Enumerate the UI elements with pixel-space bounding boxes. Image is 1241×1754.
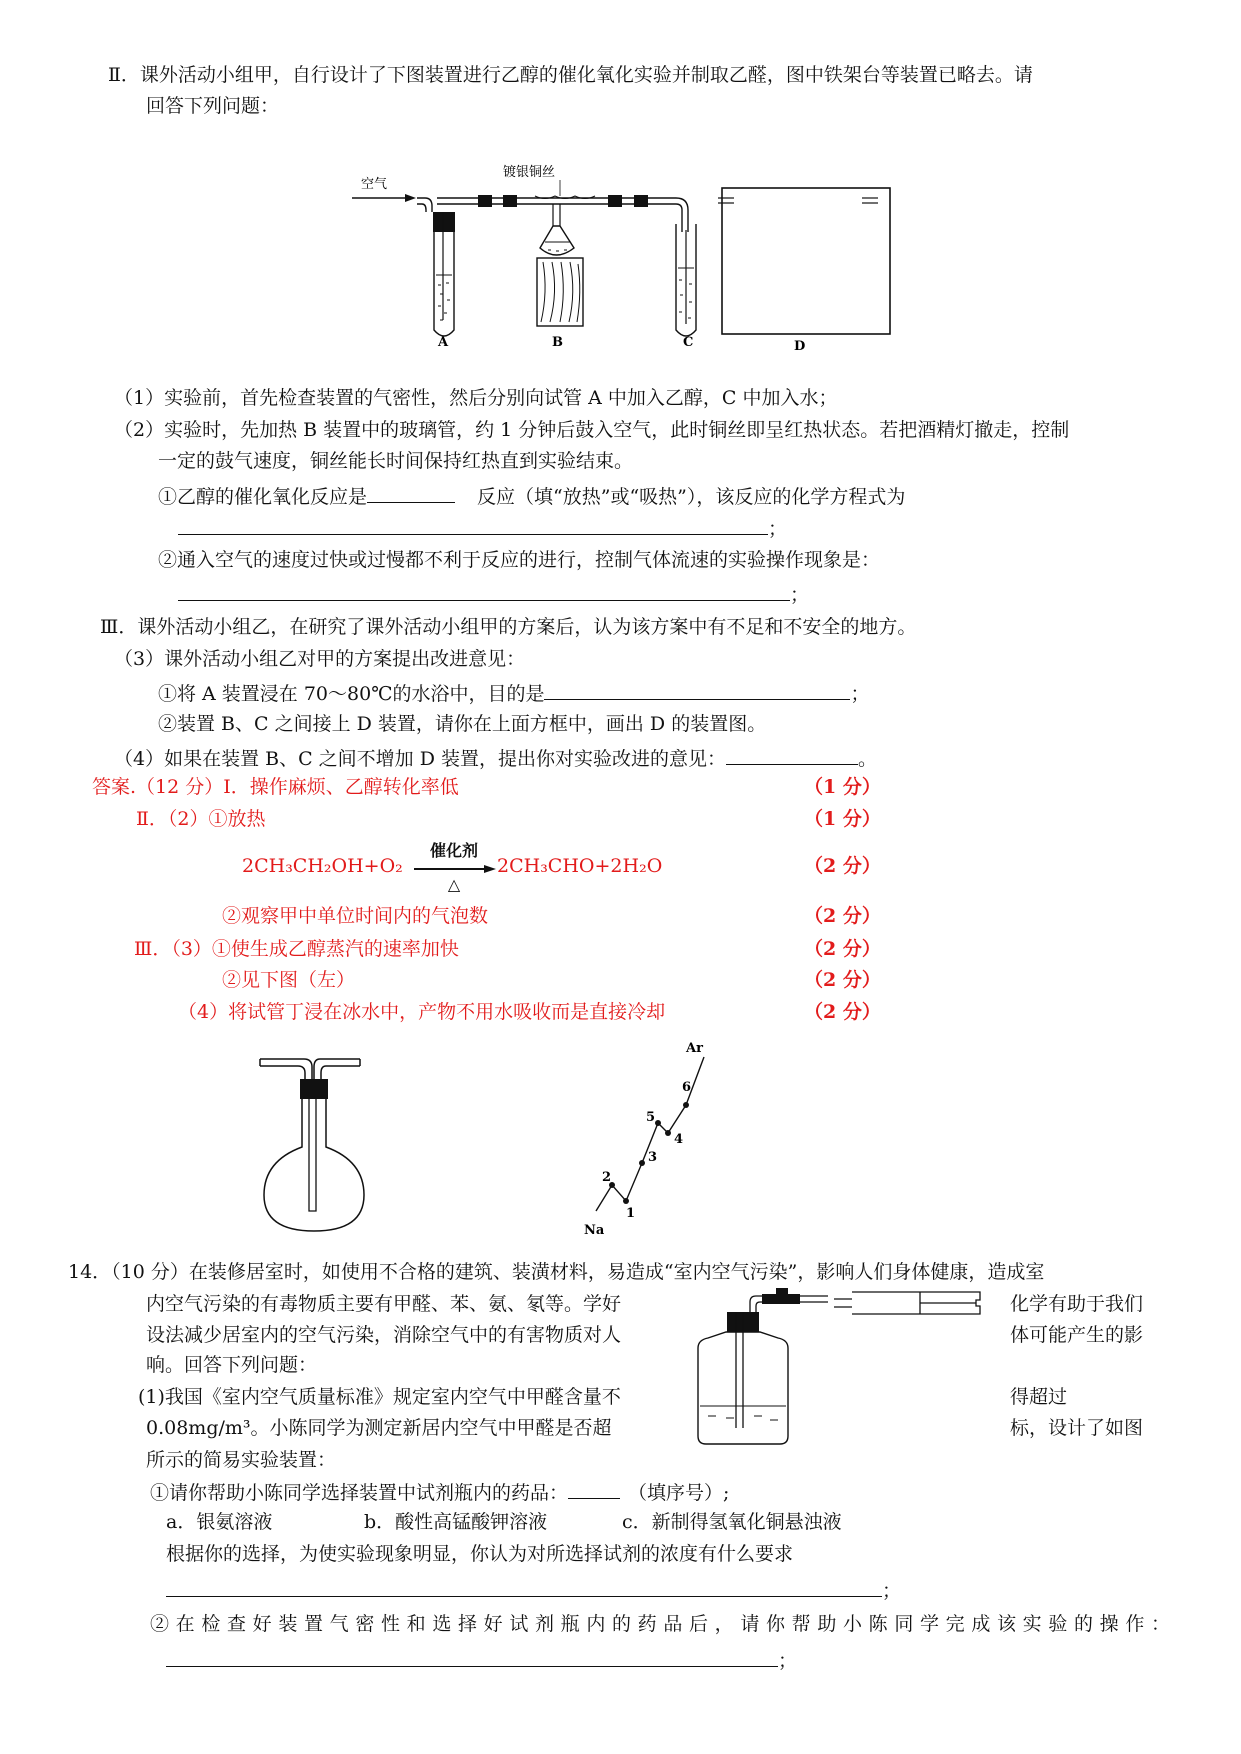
graph-point-label: 6 xyxy=(682,1080,692,1095)
q14-q1-line2: 0.08mg/m³。小陈同学为测定新居内空气中甲醛是否超 xyxy=(146,1417,612,1439)
air-label: 空气 xyxy=(361,177,388,192)
answer-blank-waterbath[interactable] xyxy=(544,679,850,700)
answer-blank-reagent[interactable] xyxy=(568,1478,620,1499)
graph-point xyxy=(639,1160,645,1166)
question-2-line2: 一定的鼓气速度，铜丝能长时间保持红热直到实验结束。 xyxy=(158,450,634,472)
answer-blank-improvement[interactable] xyxy=(726,744,858,765)
section2-intro-line2: 回答下列问题： xyxy=(146,95,280,117)
answer-blank-concentration[interactable] xyxy=(166,1576,882,1597)
score-4: （2 分） xyxy=(804,905,881,927)
answer-line5: Ⅲ．（3）①使生成乙醇蒸汽的速率加快 xyxy=(134,938,459,960)
option-b: b．酸性高锰酸钾溶液 xyxy=(364,1511,548,1533)
graph-point-label: 5 xyxy=(646,1110,656,1125)
condenser-flask-drawing xyxy=(250,1055,380,1235)
question-2-sub1 xyxy=(158,482,905,510)
answer-equation-left: 2CH₃CH₂OH+O₂ xyxy=(242,855,403,877)
q14-q1-line2-right: 标，设计了如图 xyxy=(1010,1417,1144,1439)
question-3-sub1: ①将 A 装置浸在 70～80℃的水浴中，目的是 ； xyxy=(158,679,869,707)
score-2: （1 分） xyxy=(804,808,881,830)
operation-answer-line: ； xyxy=(166,1646,797,1674)
graph-point xyxy=(655,1120,661,1126)
option-c: c．新制得氢氧化铜悬浊液 xyxy=(622,1511,842,1533)
question-2-sub2: ②通入空气的速度过快或过慢都不利于反应的进行，控制气体流速的实验操作现象是： xyxy=(158,549,881,571)
graph-point xyxy=(683,1102,689,1108)
score-3: （2 分） xyxy=(804,855,881,877)
answer-line1: 答案.（12 分）Ⅰ．操作麻烦、乙醇转化率低 xyxy=(92,776,459,798)
equation-answer-line: ； xyxy=(178,514,787,542)
graph-point xyxy=(623,1198,629,1204)
question-3: （3）课外活动小组乙对甲的方案提出改进意见： xyxy=(114,648,526,670)
graph-point-label: 1 xyxy=(626,1206,636,1221)
section3-intro: Ⅲ．课外活动小组乙，在研究了课外活动小组甲的方案后，认为该方案中有不足和不安全的地方。 xyxy=(100,616,917,638)
score-6: （2 分） xyxy=(804,969,881,991)
element-trend-graph xyxy=(580,1035,720,1238)
q14-q1-line1: (1)我国《室内空气质量标准》规定室内空气中甲醛含量不 xyxy=(138,1386,621,1408)
q2-sub1-part-a: ①乙醇的催化氧化反应是 xyxy=(158,486,368,508)
graph-point-label: 4 xyxy=(674,1132,684,1147)
score-7: （2 分） xyxy=(804,1001,881,1023)
answer-equation-right: 2CH₃CHO+2H₂O xyxy=(497,855,663,877)
answer-line6: ②见下图（左） xyxy=(222,969,356,991)
q14-line1: 14．（10 分）在装修居室时，如使用不合格的建筑、装潢材料，易造成“室内空气污染”，影响人们身体健康，造成室 xyxy=(68,1261,1045,1283)
q14-line3-left: 设法减少居室内的空气污染，消除空气中的有害物质对人 xyxy=(146,1324,622,1346)
answer-blank-operation[interactable] xyxy=(166,1646,778,1667)
answer-line4: ②观察甲中单位时间内的气泡数 xyxy=(222,905,489,927)
graph-point-label: 2 xyxy=(602,1170,612,1185)
answer-equation-heat: △ xyxy=(447,875,461,894)
concentration-answer-line: ； xyxy=(166,1576,901,1604)
label-b: B xyxy=(552,335,563,350)
score-1: （1 分） xyxy=(804,776,881,798)
graph-end-label: Ar xyxy=(686,1041,703,1056)
graph-point-label: 3 xyxy=(648,1150,658,1165)
answer-blank-equation[interactable] xyxy=(178,514,768,535)
apparatus-figure xyxy=(0,0,1241,400)
formaldehyde-test-apparatus xyxy=(680,1288,990,1448)
score-5: （2 分） xyxy=(804,938,881,960)
question-2-line1: （2）实验时，先加热 B 装置中的玻璃管，约 1 分钟后鼓入空气，此时铜丝即呈红热状态。若把酒精灯撤走，控制 xyxy=(114,419,1070,441)
label-c: C xyxy=(683,335,694,350)
question-4: （4）如果在装置 B、C 之间不增加 D 装置，提出你对实验改进的意见： 。 xyxy=(114,744,877,772)
answer-line7: （4）将试管丁浸在冰水中，产物不用水吸收而是直接冷却 xyxy=(178,1001,666,1023)
answer-line2: Ⅱ．（2）①放热 xyxy=(136,808,266,830)
answer-equation-catalyst: 催化剂 xyxy=(429,841,478,860)
label-a: A xyxy=(438,335,449,350)
q14-sub1: ①请你帮助小陈同学选择装置中试剂瓶内的药品： （填序号）; xyxy=(150,1478,729,1506)
wire-label: 镀银铜丝 xyxy=(503,165,556,180)
answer-blank-flow[interactable] xyxy=(178,580,790,601)
option-a: a．银氨溶液 xyxy=(166,1511,273,1533)
q14-sub1-follow: 根据你的选择，为使实验现象明显，你认为对所选择试剂的浓度有什么要求 xyxy=(166,1543,794,1565)
section2-intro-line1: Ⅱ．课外活动小组甲，自行设计了下图装置进行乙醇的催化氧化实验并制取乙醛，图中铁架台等装置已略去。请 xyxy=(108,64,1033,86)
q14-line2-right: 化学有助于我们 xyxy=(1010,1293,1144,1315)
question-3-sub2: ②装置 B、C 之间接上 D 装置，请你在上面方框中，画出 D 的装置图。 xyxy=(158,713,767,735)
q14-line3-right: 体可能产生的影 xyxy=(1010,1324,1144,1346)
question-1: （1）实验前，首先检查装置的气密性，然后分别向试管 A 中加入乙醇，C 中加入水； xyxy=(114,387,838,409)
flow-answer-line: ； xyxy=(178,580,809,608)
q2-sub1-part-b: 反应（填“放热”或“吸热”），该反应的化学方程式为 xyxy=(477,486,906,508)
label-d: D xyxy=(794,339,806,354)
q14-line2-left: 内空气污染的有毒物质主要有甲醛、苯、氨、氡等。学好 xyxy=(146,1293,622,1315)
q14-line4: 响。回答下列问题： xyxy=(146,1354,318,1376)
graph-point xyxy=(665,1130,671,1136)
q14-sub2: ②在检查好装置气密性和选择好试剂瓶内的药品后，请你帮助小陈同学完成该实验的操作： xyxy=(150,1613,1170,1635)
graph-start-label: Na xyxy=(584,1223,605,1238)
q14-q1-line1-right: 得超过 xyxy=(1010,1386,1068,1408)
q14-q1-line3: 所示的简易实验装置： xyxy=(146,1449,337,1471)
answer-blank-heat[interactable] xyxy=(367,482,455,503)
